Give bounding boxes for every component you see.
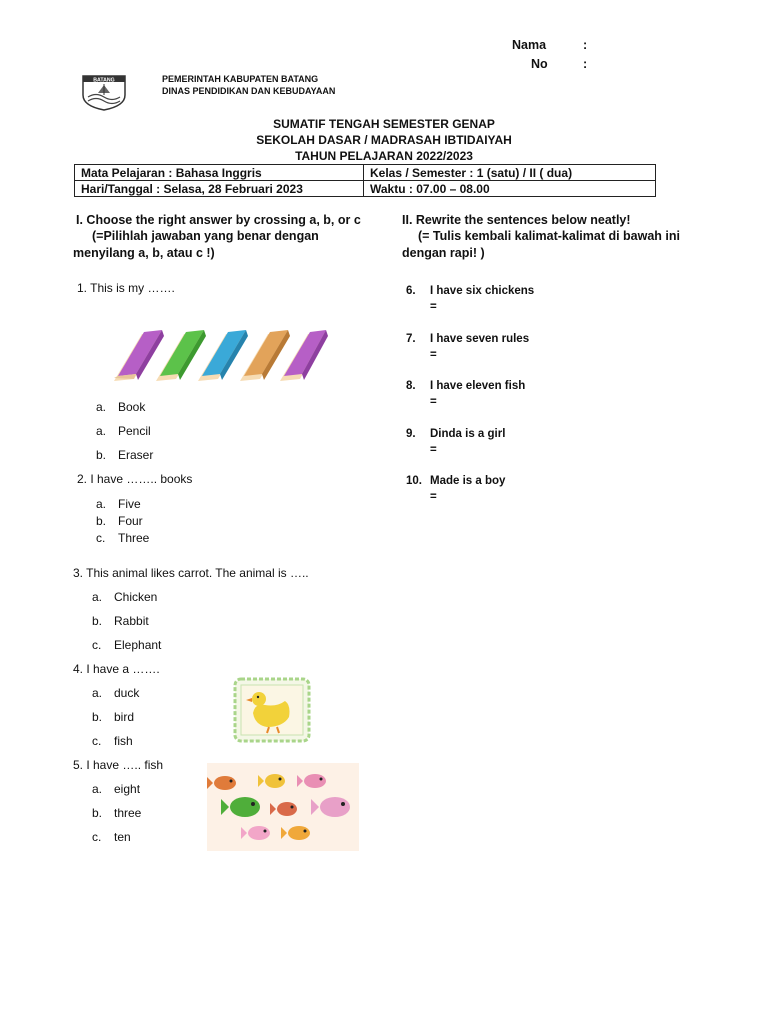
option-letter: b. xyxy=(96,514,107,528)
option-text: eight xyxy=(114,782,141,796)
section-1-title: I. Choose the right answer by crossing a, b, or c xyxy=(76,213,361,227)
question-5-option-3[interactable] xyxy=(92,830,131,844)
option-text: Four xyxy=(118,514,143,528)
rewrite-item-8-equals: = xyxy=(430,396,437,408)
rewrite-item-7-number: 7. xyxy=(406,333,416,345)
option-letter: a. xyxy=(96,400,107,414)
section-2-subtitle-1: (= Tulis kembali kalimat-kalimat di bawah ini xyxy=(418,229,680,243)
question-1: 1. This is my ……. xyxy=(77,281,175,295)
question-1-option-2[interactable] xyxy=(96,424,151,438)
rewrite-item-7-text: I have seven rules xyxy=(430,333,530,345)
section-2-subtitle-2: dengan rapi! ) xyxy=(402,246,485,260)
rewrite-item-8-number: 8. xyxy=(406,380,416,392)
rewrite-item-9-equals: = xyxy=(430,444,437,456)
option-letter: a. xyxy=(96,497,107,511)
date-cell: Hari/Tanggal : Selasa, 28 Februari 2023 xyxy=(75,181,364,197)
question-5-option-2[interactable] xyxy=(92,806,141,820)
subject-cell: Mata Pelajaran : Bahasa Inggris xyxy=(75,165,364,181)
rewrite-item-10-equals: = xyxy=(430,491,437,503)
question-5: 5. I have ….. fish xyxy=(73,758,164,772)
class-cell: Kelas / Semester : 1 (satu) / II ( dua) xyxy=(364,165,656,181)
option-text: bird xyxy=(114,710,135,724)
question-4-option-3[interactable] xyxy=(92,734,133,748)
time-cell: Waktu : 07.00 – 08.00 xyxy=(364,181,656,197)
crest-logo-icon xyxy=(80,73,128,111)
option-letter: b. xyxy=(92,710,103,724)
rewrite-item-6-equals: = xyxy=(430,301,437,313)
option-text: Three xyxy=(118,531,150,545)
exam-title-1: SUMATIF TENGAH SEMESTER GENAP xyxy=(273,117,495,131)
section-1-subtitle-1: (=Pilihlah jawaban yang benar dengan xyxy=(92,229,319,243)
no-colon: : xyxy=(583,57,588,71)
info-table xyxy=(74,164,656,197)
no-label: No xyxy=(531,57,548,71)
question-4-option-1[interactable] xyxy=(92,686,139,700)
option-text: Eraser xyxy=(118,448,154,462)
rewrite-item-6-text: I have six chickens xyxy=(430,285,535,297)
crest-label: BATANG xyxy=(93,77,115,84)
option-letter: c. xyxy=(92,638,102,652)
exam-title-2: SEKOLAH DASAR / MADRASAH IBTIDAIYAH xyxy=(256,133,512,147)
option-text: duck xyxy=(114,686,140,700)
question-3: 3. This animal likes carrot. The animal is ….. xyxy=(73,566,309,580)
question-3-option-3[interactable] xyxy=(92,638,161,652)
option-letter: b. xyxy=(92,614,103,628)
option-letter: b. xyxy=(96,448,107,462)
option-letter: c. xyxy=(92,830,102,844)
name-label: Nama xyxy=(512,38,547,52)
agency-line-2: DINAS PENDIDIKAN DAN KEBUDAYAAN xyxy=(162,86,336,96)
option-letter: c. xyxy=(92,734,102,748)
books-illustration xyxy=(104,326,330,388)
option-text: Book xyxy=(118,400,146,414)
fish-group-illustration xyxy=(207,763,359,851)
option-letter: a. xyxy=(92,686,103,700)
option-text: fish xyxy=(114,734,133,748)
option-text: Elephant xyxy=(114,638,162,652)
rewrite-item-8-text: I have eleven fish xyxy=(430,380,526,392)
option-letter: a. xyxy=(92,782,103,796)
question-2: 2. I have …….. books xyxy=(77,472,193,486)
duck-illustration xyxy=(233,677,311,743)
question-1-option-1[interactable] xyxy=(96,400,145,414)
option-text: three xyxy=(114,806,142,820)
name-colon: : xyxy=(583,38,588,52)
agency-line-1: PEMERINTAH KABUPATEN BATANG xyxy=(162,74,319,84)
section-1-subtitle-2: menyilang a, b, atau c !) xyxy=(73,246,215,260)
exam-title-3: TAHUN PELAJARAN 2022/2023 xyxy=(295,149,473,163)
option-letter: b. xyxy=(92,806,103,820)
question-3-option-1[interactable] xyxy=(92,590,157,604)
rewrite-item-9-number: 9. xyxy=(406,428,416,440)
option-letter: a. xyxy=(92,590,103,604)
question-4-option-2[interactable] xyxy=(92,710,134,724)
rewrite-item-6-number: 6. xyxy=(406,285,416,297)
rewrite-item-9-text: Dinda is a girl xyxy=(430,428,506,440)
question-2-option-3[interactable] xyxy=(96,531,149,545)
rewrite-item-7-equals: = xyxy=(430,349,437,361)
option-text: Rabbit xyxy=(114,614,149,628)
rewrite-item-10-number: 10. xyxy=(406,475,422,487)
option-letter: c. xyxy=(96,531,106,545)
question-3-option-2[interactable] xyxy=(92,614,149,628)
option-text: Chicken xyxy=(114,590,158,604)
option-text: ten xyxy=(114,830,131,844)
option-letter: a. xyxy=(96,424,107,438)
question-4: 4. I have a ……. xyxy=(73,662,160,676)
question-2-option-2[interactable] xyxy=(96,514,143,528)
question-1-option-3[interactable] xyxy=(96,448,153,462)
section-2-title: II. Rewrite the sentences below neatly! xyxy=(402,213,631,227)
option-text: Five xyxy=(118,497,141,511)
question-5-option-1[interactable] xyxy=(92,782,140,796)
question-2-option-1[interactable] xyxy=(96,497,141,511)
option-text: Pencil xyxy=(118,424,151,438)
rewrite-item-10-text: Made is a boy xyxy=(430,475,506,487)
